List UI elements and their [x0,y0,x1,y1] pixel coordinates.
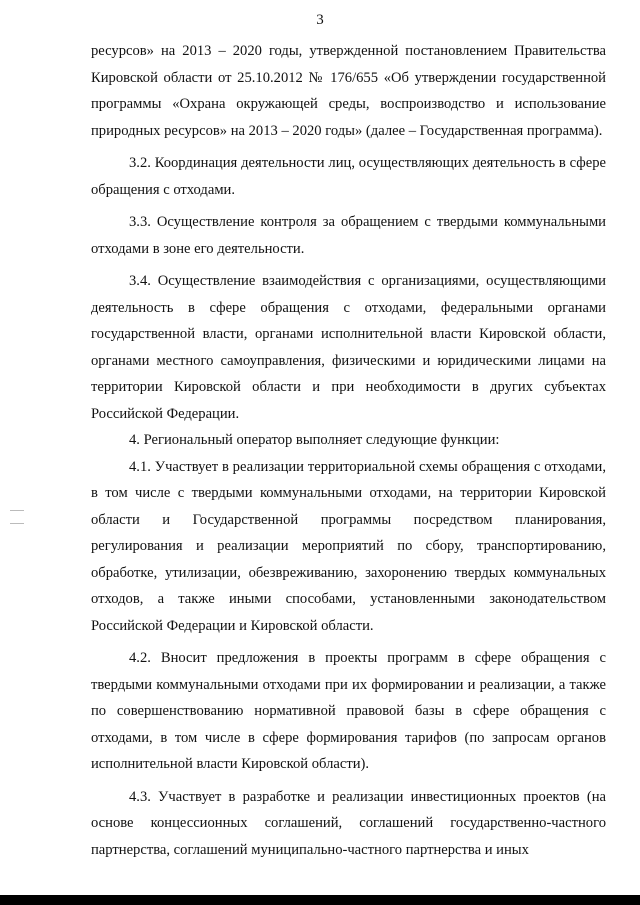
scan-mark [10,510,24,511]
paragraph-4-2: 4.2. Вносит предложения в проекты программ в сфере обращения с твердыми коммунальными отходами при их формировании и реализации, а также по совершенствованию нормативной правовой базы в сфере обращения с отходами, в том числе в сфере формирования тарифов (по запросам органов исполнительной власти Кировской области). [91,650,606,772]
scan-bottom-edge [0,895,640,905]
paragraph-3-2: 3.2. Координация деятельности лиц, осуществляющих деятельность в сфере обращения с отходами. [91,155,606,198]
paragraph-4-3: 4.3. Участвует в разработке и реализации инвестиционных проектов (на основе концессионных соглашений, соглашений государственно-частного партнерства, соглашений муниципально-частного партнерства и иных [91,788,606,858]
paragraph-4-1: 4.1. Участвует в реализации территориальной схемы обращения с отходами, в том числе с твердыми коммунальными отходами, на территории Кировской области и Государственной программы посредством планирования, регулирования и реализации мероприятий по сбору, транспортированию, обработке, утилизации, обезвреживанию, захоронению твердых коммунальных отходов, а также иными способами, установленными законодательством Российской Федерации и Кировской области. [91,458,606,634]
paragraph-4: 4. Региональный оператор выполняет следующие функции: [129,432,500,448]
paragraph-continuation: ресурсов» на 2013 – 2020 годы, утвержденной постановлением Правительства Кировской области от 25.10.2012 № 176/655 «Об утверждении государственной программы «Охрана окружающей среды, воспроизводство и использование природных ресурсов» на 2013 – 2020 годы» (далее – Государственная программа). [91,43,606,139]
page-number: 3 [316,12,324,28]
paragraph-3-3: 3.3. Осуществление контроля за обращением с твердыми коммунальными отходами в зоне его деятельности. [91,214,606,257]
paragraph-3-4: 3.4. Осуществление взаимодействия с организациями, осуществляющими деятельность в сфере обращения с отходами, федеральными органами государственной власти, органами исполнительной власти Кировской области, органами местного самоуправления, физическими и юридическими лицами на территории Кировской области и при необходимости в других субъектах Российской Федерации. [91,273,606,422]
document-body [91,38,606,863]
scan-mark [10,523,24,524]
